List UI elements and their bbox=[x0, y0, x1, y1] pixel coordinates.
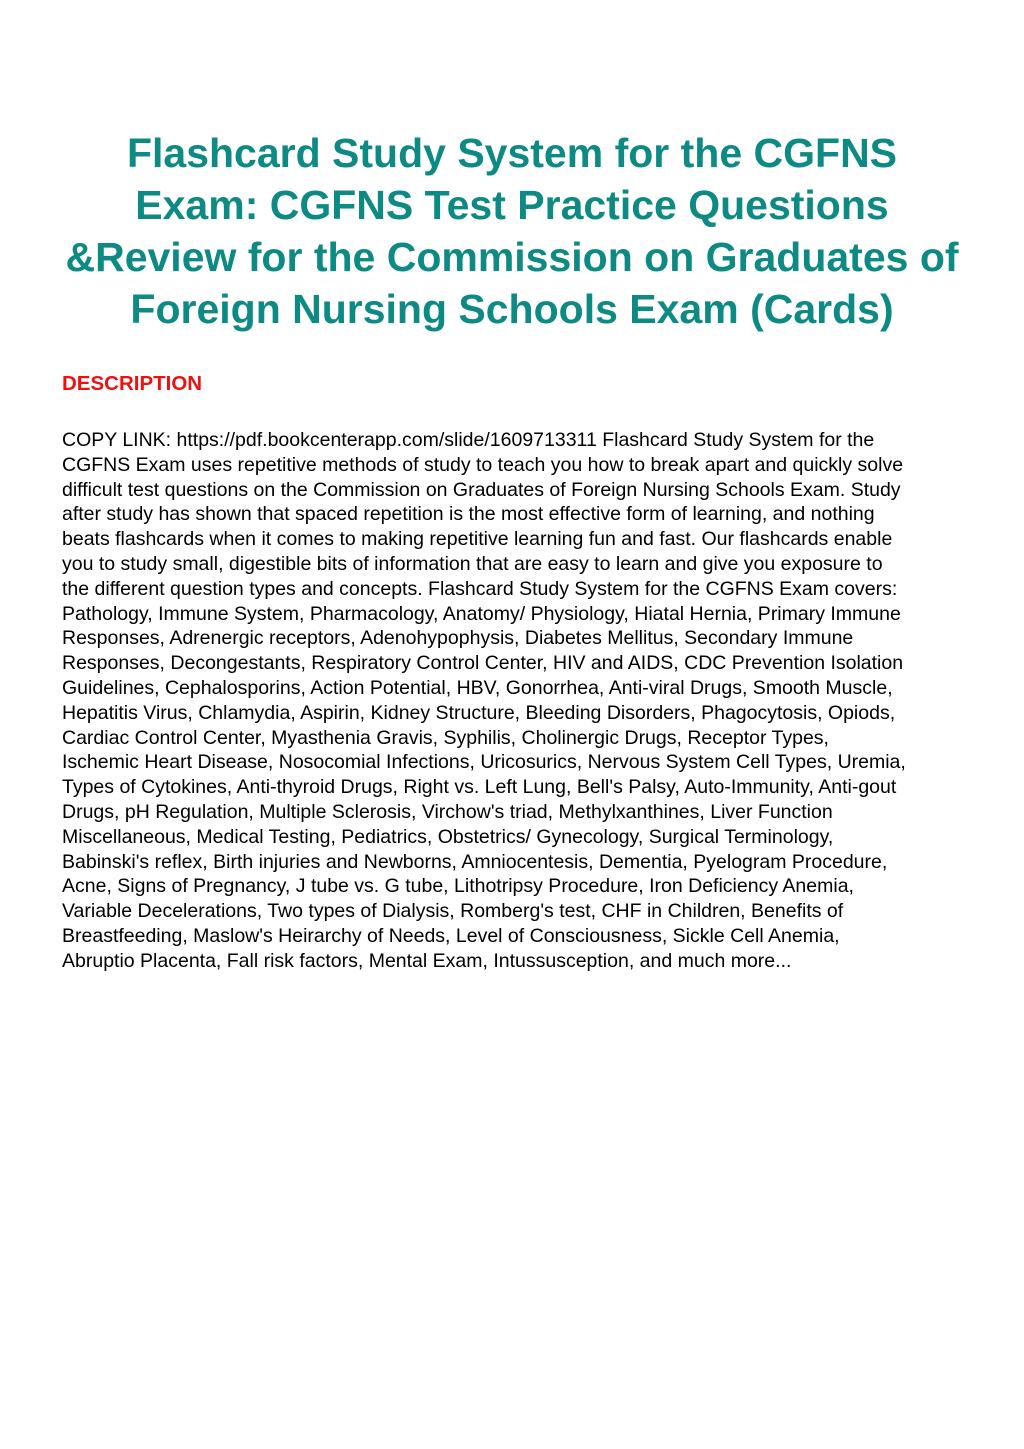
description-line: Drugs, pH Regulation, Multiple Sclerosis, Virchow's triad, Methylxanthines, Liver Function bbox=[62, 800, 833, 823]
title-line: Exam: CGFNS Test Practice Questions bbox=[135, 182, 889, 228]
description-line: Ischemic Heart Disease, Nosocomial Infections, Uricosurics, Nervous System Cell Types, Uremia, bbox=[62, 751, 906, 774]
description-line: Variable Decelerations, Two types of Dialysis, Romberg's test, CHF in Children, Benefits of bbox=[62, 900, 844, 923]
description-line: the different question types and concepts. Flashcard Study System for the CGFNS Exam covers: bbox=[62, 577, 898, 600]
description-line: Acne, Signs of Pregnancy, J tube vs. G tube, Lithotripsy Procedure, Iron Deficiency Anemia, bbox=[62, 875, 854, 898]
description-line: Cardiac Control Center, Myasthenia Gravis, Syphilis, Cholinergic Drugs, Receptor Types, bbox=[62, 726, 829, 749]
description-line: Abruptio Placenta, Fall risk factors, Mental Exam, Intussusception, and much more... bbox=[62, 949, 792, 972]
title-line: &Review for the Commission on Graduates of bbox=[65, 234, 959, 280]
description-line: Responses, Decongestants, Respiratory Control Center, HIV and AIDS, CDC Prevention Isolation bbox=[62, 652, 904, 675]
description-line: Pathology, Immune System, Pharmacology, Anatomy/ Physiology, Hiatal Hernia, Primary Immune bbox=[62, 602, 901, 625]
description-line: Miscellaneous, Medical Testing, Pediatrics, Obstetrics/ Gynecology, Surgical Terminology, bbox=[62, 825, 834, 848]
description-body bbox=[62, 428, 962, 974]
title-line: Flashcard Study System for the CGFNS bbox=[126, 130, 898, 176]
description-line: Types of Cytokines, Anti-thyroid Drugs, Right vs. Left Lung, Bell's Palsy, Auto-Immunity, Anti-gout bbox=[62, 776, 897, 799]
description-line: you to study small, digestible bits of information that are easy to learn and give you exposure to bbox=[62, 552, 883, 575]
description-heading: DESCRIPTION bbox=[62, 372, 203, 395]
description-line: beats flashcards when it comes to making repetitive learning fun and fast. Our flashcards enable bbox=[62, 528, 893, 551]
page-title bbox=[40, 127, 984, 335]
description-line: Babinski's reflex, Birth injuries and Newborns, Amniocentesis, Dementia, Pyelogram Procedure, bbox=[62, 850, 888, 873]
description-line: Responses, Adrenergic receptors, Adenohypophysis, Diabetes Mellitus, Secondary Immune bbox=[62, 627, 854, 650]
description-line: Guidelines, Cephalosporins, Action Potential, HBV, Gonorrhea, Anti-viral Drugs, Smooth Muscle, bbox=[62, 676, 893, 699]
title-line: Foreign Nursing Schools Exam (Cards) bbox=[130, 286, 894, 332]
description-line: Hepatitis Virus, Chlamydia, Aspirin, Kidney Structure, Bleeding Disorders, Phagocytosis, Opiods, bbox=[62, 701, 896, 724]
description-line: CGFNS Exam uses repetitive methods of study to teach you how to break apart and quickly solve bbox=[62, 453, 904, 476]
description-line: after study has shown that spaced repetition is the most effective form of learning, and nothing bbox=[62, 503, 875, 526]
description-line: Breastfeeding, Maslow's Heirarchy of Needs, Level of Consciousness, Sickle Cell Anemia, bbox=[62, 924, 840, 947]
description-line: difficult test questions on the Commission on Graduates of Foreign Nursing Schools Exam. Study bbox=[62, 478, 901, 501]
description-line: COPY LINK: https://pdf.bookcenterapp.com/slide/1609713311 Flashcard Study System for the bbox=[62, 429, 875, 451]
